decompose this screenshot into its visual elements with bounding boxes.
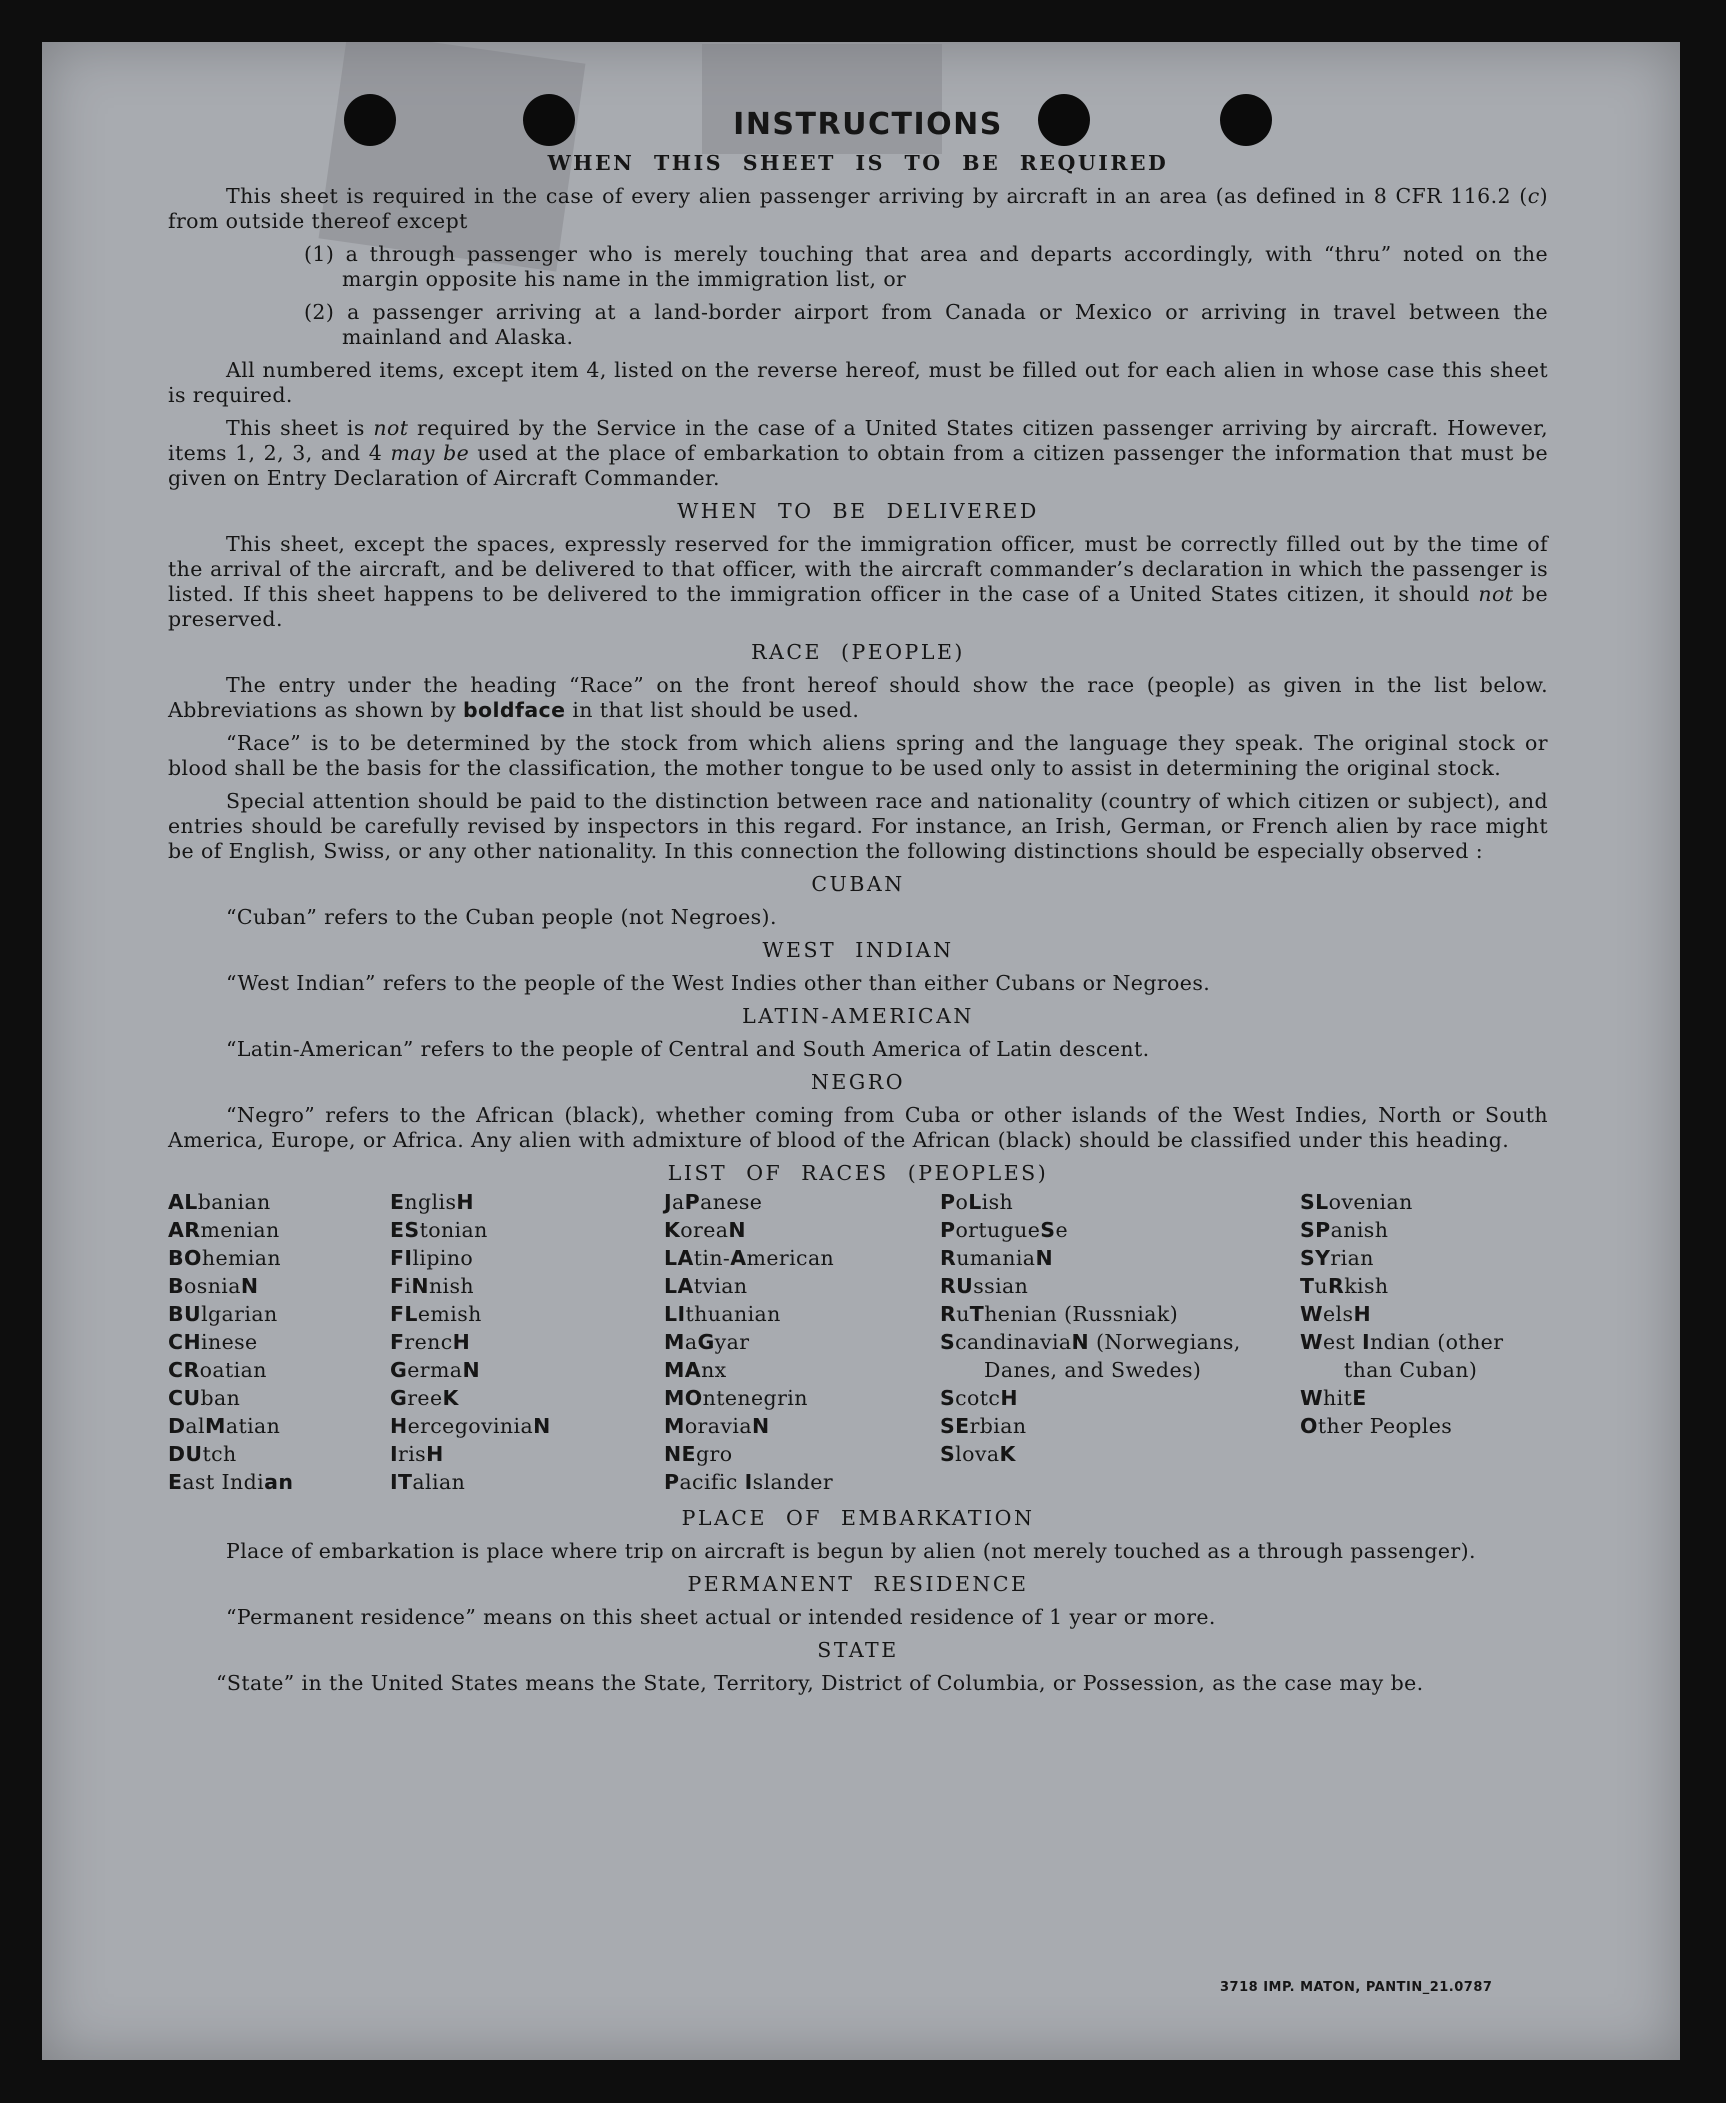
race-entry: GermaN	[390, 1358, 480, 1382]
paragraph: This sheet is required in the case of every alien passenger arriving by aircraft in an area (as defined in 8 CFR 116.2 (c) from outside thereof except	[168, 184, 1548, 233]
race-entry: Other Peoples	[1300, 1414, 1453, 1438]
race-entry: West Indian (other than Cuban)	[1300, 1330, 1504, 1382]
race-entry: DalMatian	[168, 1414, 281, 1438]
paragraph: This sheet, except the spaces, expressly reserved for the immigration officer, must be correctly filled out by the time of the arrival of the aircraft, and be delivered to that officer, with the aircraft commander’s declaration in which the passenger is listed. If this sheet happens to be delivered to the immigration officer in the case of a United States citizen, it should not be preserved.	[168, 532, 1548, 631]
document-sheet	[42, 42, 1680, 2060]
race-entry: CRoatian	[168, 1358, 267, 1382]
paragraph: Special attention should be paid to the distinction between race and nationality (country of which citizen or subject), and entries should be carefully revised by inspectors in this regard. For instance, an Irish, German, or French alien by race might be of English, Swiss, or any other nationality. In this connection the following distinctions should be especially observed :	[168, 789, 1548, 863]
paragraph: The entry under the heading “Race” on the front hereof should show the race (people) as given in the list below. Abbreviations as shown by boldface in that list should be used.	[168, 673, 1548, 722]
enumerated-item-1: (1) a through passenger who is merely touching that area and departs accordingly, with “thru” noted on the margin opposite his name in the immigration list, or	[304, 242, 1548, 291]
printer-imprint: 3718 IMP. MATON, PANTIN_21.0787	[1220, 1980, 1493, 1995]
race-entry: LAtvian	[664, 1274, 748, 1298]
race-entry: HercegoviniaN	[390, 1414, 551, 1438]
race-entry: ARmenian	[168, 1218, 280, 1242]
race-entry: TuRkish	[1300, 1274, 1389, 1298]
race-entry: KoreaN	[664, 1218, 746, 1242]
race-entry: ScotcH	[940, 1386, 1018, 1410]
heading-list-of-races: LIST OF RACES (PEOPLES)	[667, 1161, 1049, 1185]
race-entry: LIthuanian	[664, 1302, 781, 1326]
race-entry: RuThenian (Russniak)	[940, 1302, 1179, 1326]
heading-cuban: CUBAN	[811, 872, 905, 896]
race-entry: WhitE	[1300, 1386, 1367, 1410]
races-column	[168, 1188, 390, 1496]
paragraph: “West Indian” refers to the people of the West Indies other than either Cubans or Negroes.	[226, 971, 1211, 995]
paragraph: All numbered items, except item 4, listed on the reverse hereof, must be filled out for each alien in whose case this sheet is required.	[168, 358, 1548, 407]
race-entry: EStonian	[390, 1218, 488, 1242]
race-entry: Pacific Islander	[664, 1470, 834, 1494]
heading-residence: PERMANENT RESIDENCE	[687, 1572, 1029, 1596]
race-entry: FIlipino	[390, 1246, 474, 1270]
race-entry: JaPanese	[664, 1190, 763, 1214]
race-entry: SlovaK	[940, 1442, 1016, 1466]
race-entry: EnglisH	[390, 1190, 474, 1214]
race-entry: MoraviaN	[664, 1414, 770, 1438]
paragraph: “Latin-American” refers to the people of Central and South America of Latin descent.	[226, 1037, 1150, 1061]
paragraph: Place of embarkation is place where trip on aircraft is begun by alien (not merely touched as a through passenger).	[226, 1539, 1476, 1563]
race-entry: MOntenegrin	[664, 1386, 808, 1410]
heading-race: RACE (PEOPLE)	[751, 640, 965, 664]
heading-negro: NEGRO	[810, 1070, 906, 1094]
race-entry: FiNnish	[390, 1274, 475, 1298]
race-entry: SYrian	[1300, 1246, 1374, 1270]
race-entry: FLemish	[390, 1302, 482, 1326]
heading-west-indian: WEST INDIAN	[762, 938, 954, 962]
race-entry: SErbian	[940, 1414, 1027, 1438]
race-entry: PoLish	[940, 1190, 1014, 1214]
page-title: INSTRUCTIONS	[733, 107, 1003, 142]
races-column	[390, 1188, 664, 1496]
race-entry: BUlgarian	[168, 1302, 278, 1326]
enumerated-item-2: (2) a passenger arriving at a land-border airport from Canada or Mexico or arriving in travel between the mainland and Alaska.	[304, 300, 1548, 349]
paragraph: “Negro” refers to the African (black), whether coming from Cuba or other islands of the West Indies, North or South America, Europe, or Africa. Any alien with admixture of blood of the African (black) should be classified under this heading.	[168, 1103, 1548, 1152]
race-entry: ALbanian	[168, 1190, 271, 1214]
race-entry: PortugueSe	[940, 1218, 1068, 1242]
race-entry: BOhemian	[168, 1246, 282, 1270]
paragraph: This sheet is not required by the Service in the case of a United States citizen passenger arriving by aircraft. However, items 1, 2, 3, and 4 may be used at the place of embarkation to obtain from a citizen passenger the information that must be given on Entry Declaration of Aircraft Commander.	[168, 416, 1548, 490]
heading-latin-american: LATIN-AMERICAN	[742, 1004, 974, 1028]
race-entry: LAtin-American	[664, 1246, 835, 1270]
races-column	[940, 1188, 1300, 1496]
race-entry: RumaniaN	[940, 1246, 1053, 1270]
race-entry: GreeK	[390, 1386, 459, 1410]
race-entry: DUtch	[168, 1442, 237, 1466]
race-entry: MaGyar	[664, 1330, 750, 1354]
race-entry: ScandinaviaN (Norwegians, Danes, and Swedes)	[940, 1330, 1241, 1382]
paragraph: “Race” is to be determined by the stock from which aliens spring and the language they speak. The original stock or blood shall be the basis for the classification, the mother tongue to be used only to assist in determining the original stock.	[168, 731, 1548, 780]
race-entry: IrisH	[390, 1442, 444, 1466]
race-entry: RUssian	[940, 1274, 1029, 1298]
race-entry: BosniaN	[168, 1274, 259, 1298]
race-entry: East Indian	[168, 1470, 294, 1494]
paragraph: “State” in the United States means the State, Territory, District of Columbia, or Possession, as the case may be.	[216, 1671, 1424, 1695]
heading-when-required: WHEN THIS SHEET IS TO BE REQUIRED	[547, 151, 1169, 175]
paragraph: “Permanent residence” means on this sheet actual or intended residence of 1 year or more.	[226, 1605, 1216, 1629]
race-entry: SLovenian	[1300, 1190, 1413, 1214]
race-entry: CHinese	[168, 1330, 258, 1354]
race-entry: NEgro	[664, 1442, 733, 1466]
heading-state: STATE	[817, 1638, 899, 1662]
race-entry: WelsH	[1300, 1302, 1371, 1326]
paragraph: “Cuban” refers to the Cuban people (not Negroes).	[226, 905, 777, 929]
races-column	[1300, 1188, 1548, 1496]
race-entry: CUban	[168, 1386, 241, 1410]
instructions-content	[168, 107, 1548, 1704]
race-entry: MAnx	[664, 1358, 727, 1382]
race-entry: ITalian	[390, 1470, 466, 1494]
heading-when-delivered: WHEN TO BE DELIVERED	[677, 499, 1039, 523]
race-entry: SPanish	[1300, 1218, 1389, 1242]
races-list	[168, 1188, 1548, 1496]
races-column	[664, 1188, 940, 1496]
race-entry: FrencH	[390, 1330, 471, 1354]
heading-embarkation: PLACE OF EMBARKATION	[681, 1506, 1035, 1530]
